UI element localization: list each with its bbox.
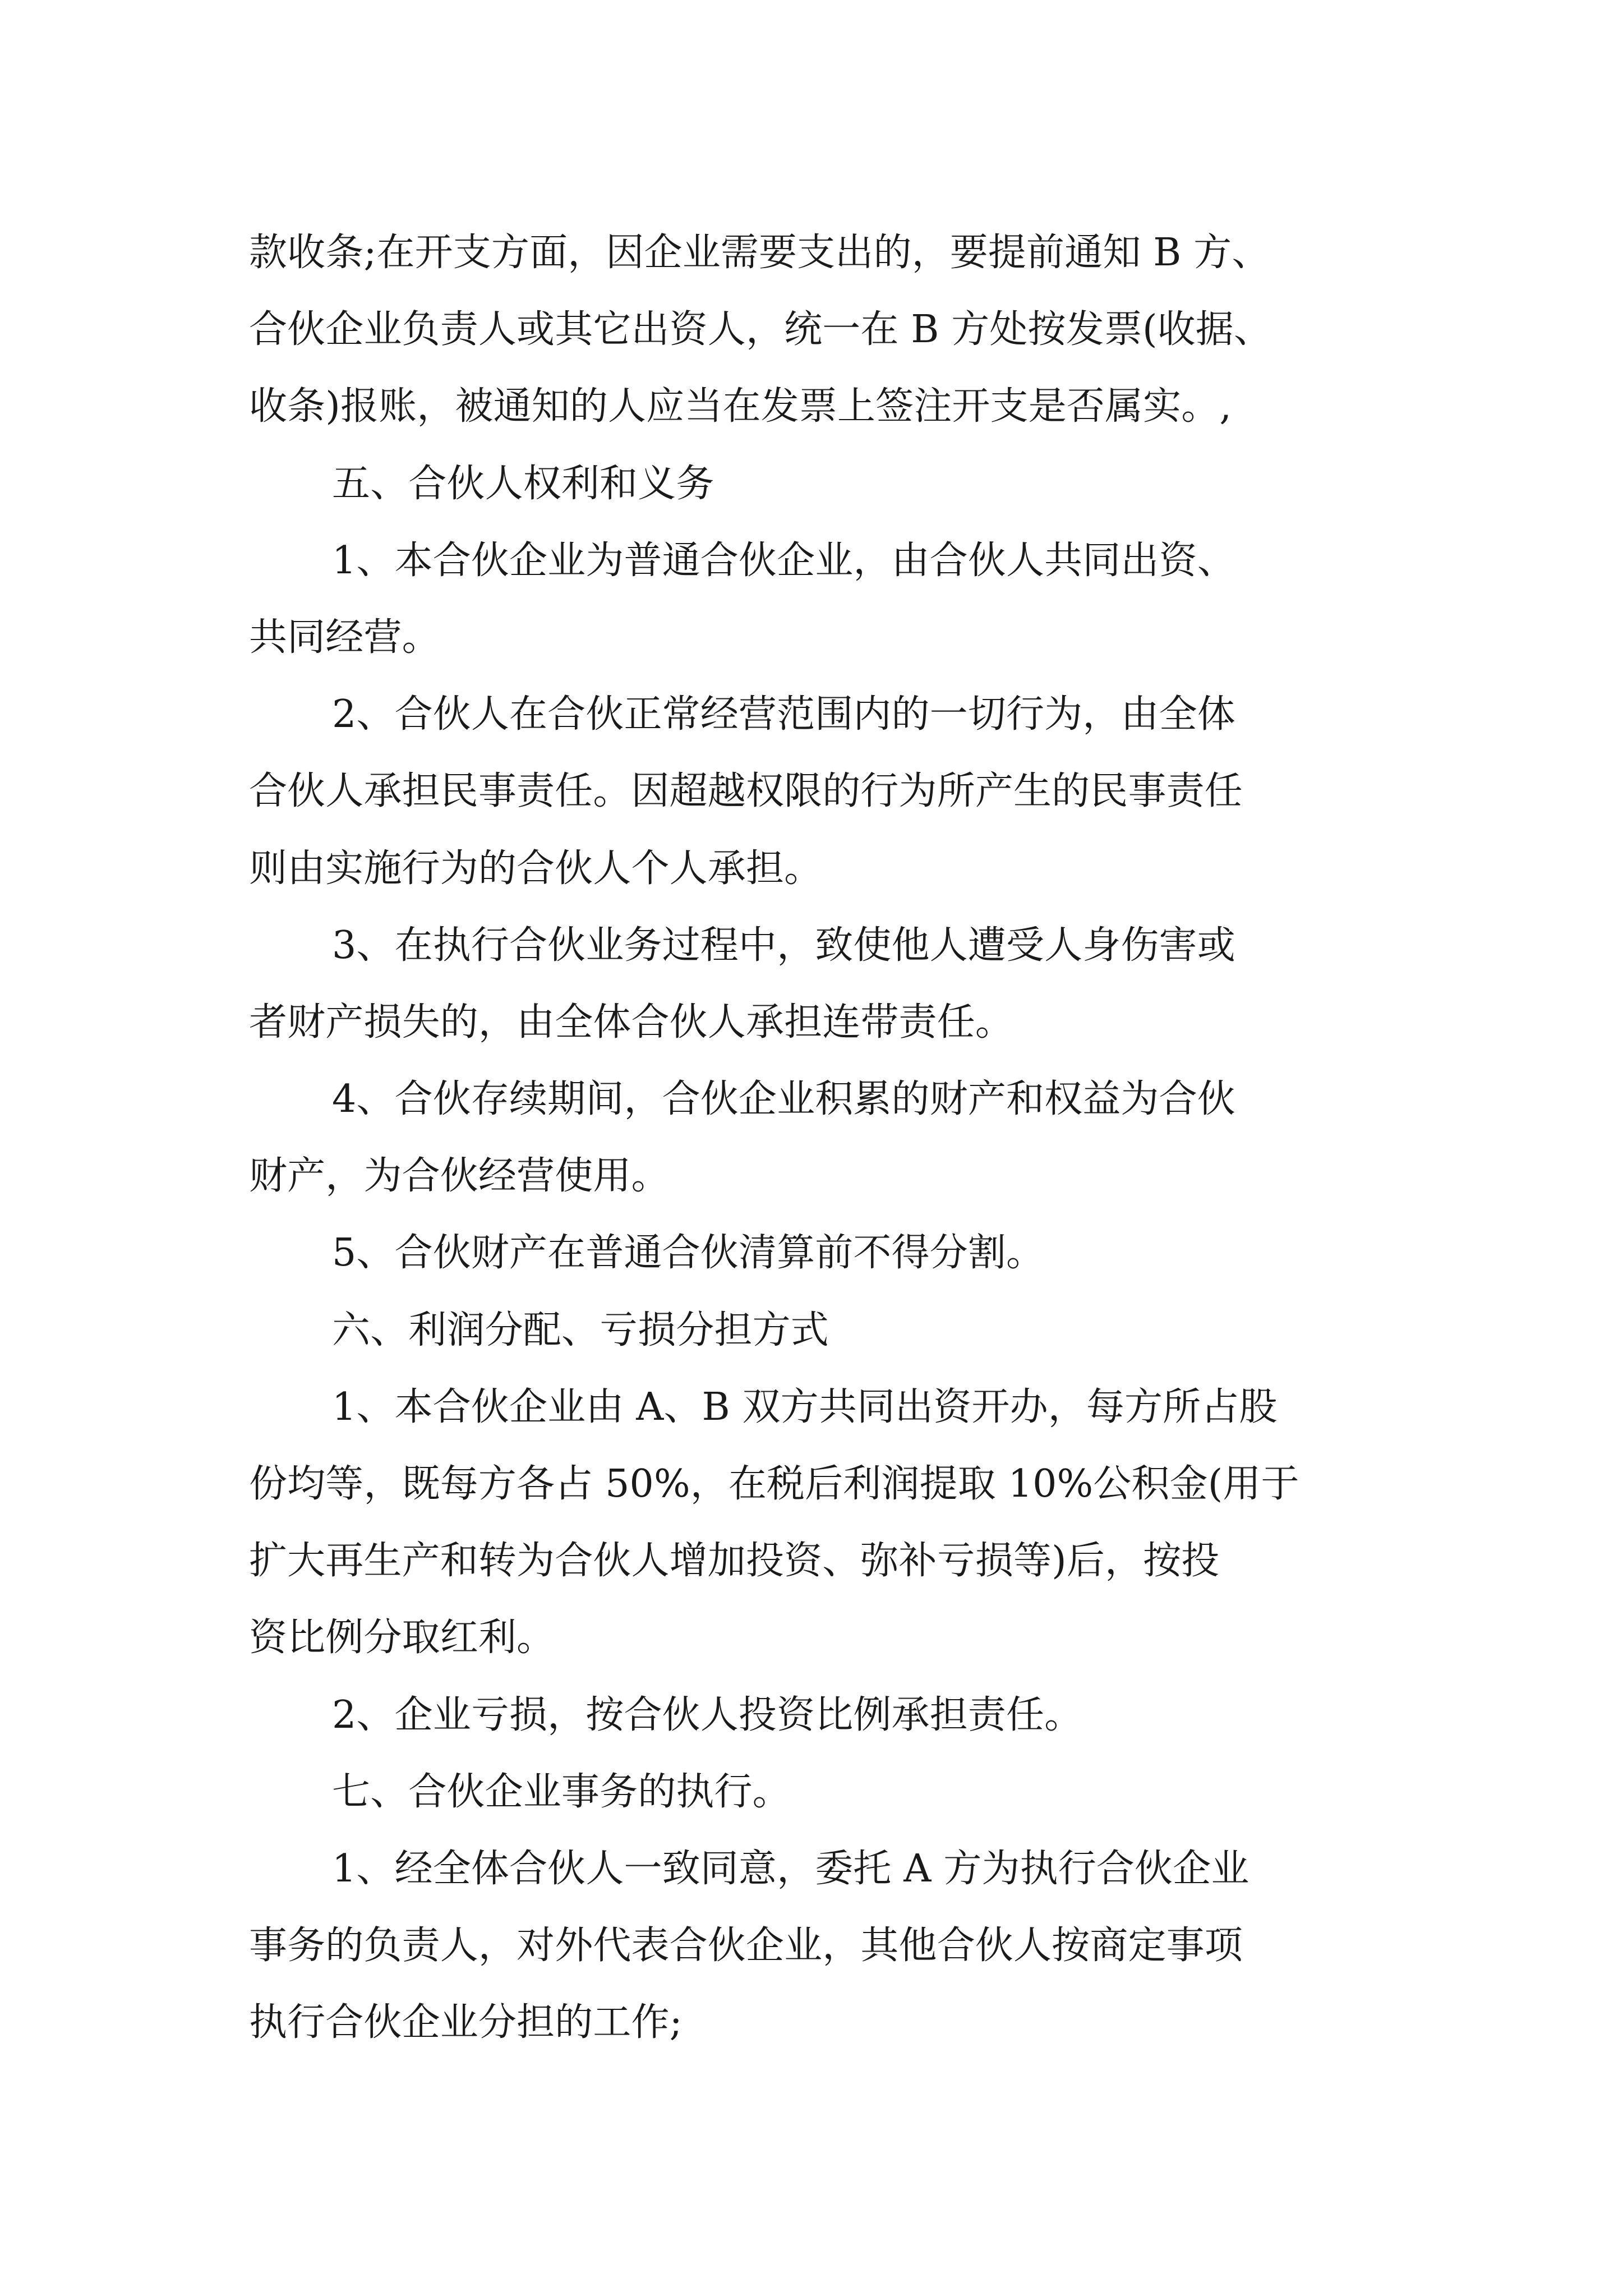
paragraph-line: 者财产损失的，由全体合伙人承担连带责任。 xyxy=(249,1000,1014,1045)
paragraph-line: 合伙企业负责人或其它出资人，统一在 B 方处按发票(收据、 xyxy=(249,307,1272,352)
document-body xyxy=(249,214,1376,2062)
paragraph-line: 财产，为合伙经营使用。 xyxy=(249,1154,670,1199)
section-heading: 六、利润分配、亏损分担方式 xyxy=(332,1308,829,1352)
section-heading: 七、合伙企业事务的执行。 xyxy=(332,1769,791,1814)
paragraph-line: 1、本合伙企业由 A、B 双方共同出资开办，每方所占股 xyxy=(332,1384,1278,1429)
paragraph-line: 4、合伙存续期间，合伙企业积累的财产和权益为合伙 xyxy=(332,1077,1235,1122)
paragraph-line: 扩大再生产和转为合伙人增加投资、弥补亏损等)后，按投 xyxy=(249,1539,1220,1584)
paragraph-line: 5、合伙财产在普通合伙清算前不得分割。 xyxy=(332,1231,1045,1276)
paragraph-line: 3、在执行合伙业务过程中，致使他人遭受人身伤害或 xyxy=(332,923,1235,968)
paragraph-line: 执行合伙企业分担的工作; xyxy=(249,2000,683,2045)
paragraph-line: 事务的负责人，对外代表合伙企业，其他合伙人按商定事项 xyxy=(249,1924,1243,1968)
section-heading: 五、合伙人权利和义务 xyxy=(332,461,714,506)
paragraph-line: 2、合伙人在合伙正常经营范围内的一切行为，由全体 xyxy=(332,692,1235,737)
paragraph-line: 1、经全体合伙人一致同意，委托 A 方为执行合伙企业 xyxy=(332,1846,1249,1891)
paragraph-line: 收条)报账，被通知的人应当在发票上签注开支是否属实。, xyxy=(249,384,1232,429)
paragraph-line: 款收条;在开支方面，因企业需要支出的，要提前通知 B 方、 xyxy=(249,231,1270,275)
paragraph-line: 则由实施行为的合伙人个人承担。 xyxy=(249,846,823,891)
paragraph-line: 1、本合伙企业为普通合伙企业，由合伙人共同出资、 xyxy=(332,538,1235,583)
paragraph-line: 共同经营。 xyxy=(249,615,440,660)
paragraph-line: 资比例分取红利。 xyxy=(249,1616,555,1660)
paragraph-line: 2、企业亏损，按合伙人投资比例承担责任。 xyxy=(332,1692,1083,1737)
paragraph-line: 份均等，既每方各占 50%，在税后利润提取 10%公积金(用于 xyxy=(249,1462,1299,1506)
paragraph-line: 合伙人承担民事责任。因超越权限的行为所产生的民事责任 xyxy=(249,769,1243,814)
